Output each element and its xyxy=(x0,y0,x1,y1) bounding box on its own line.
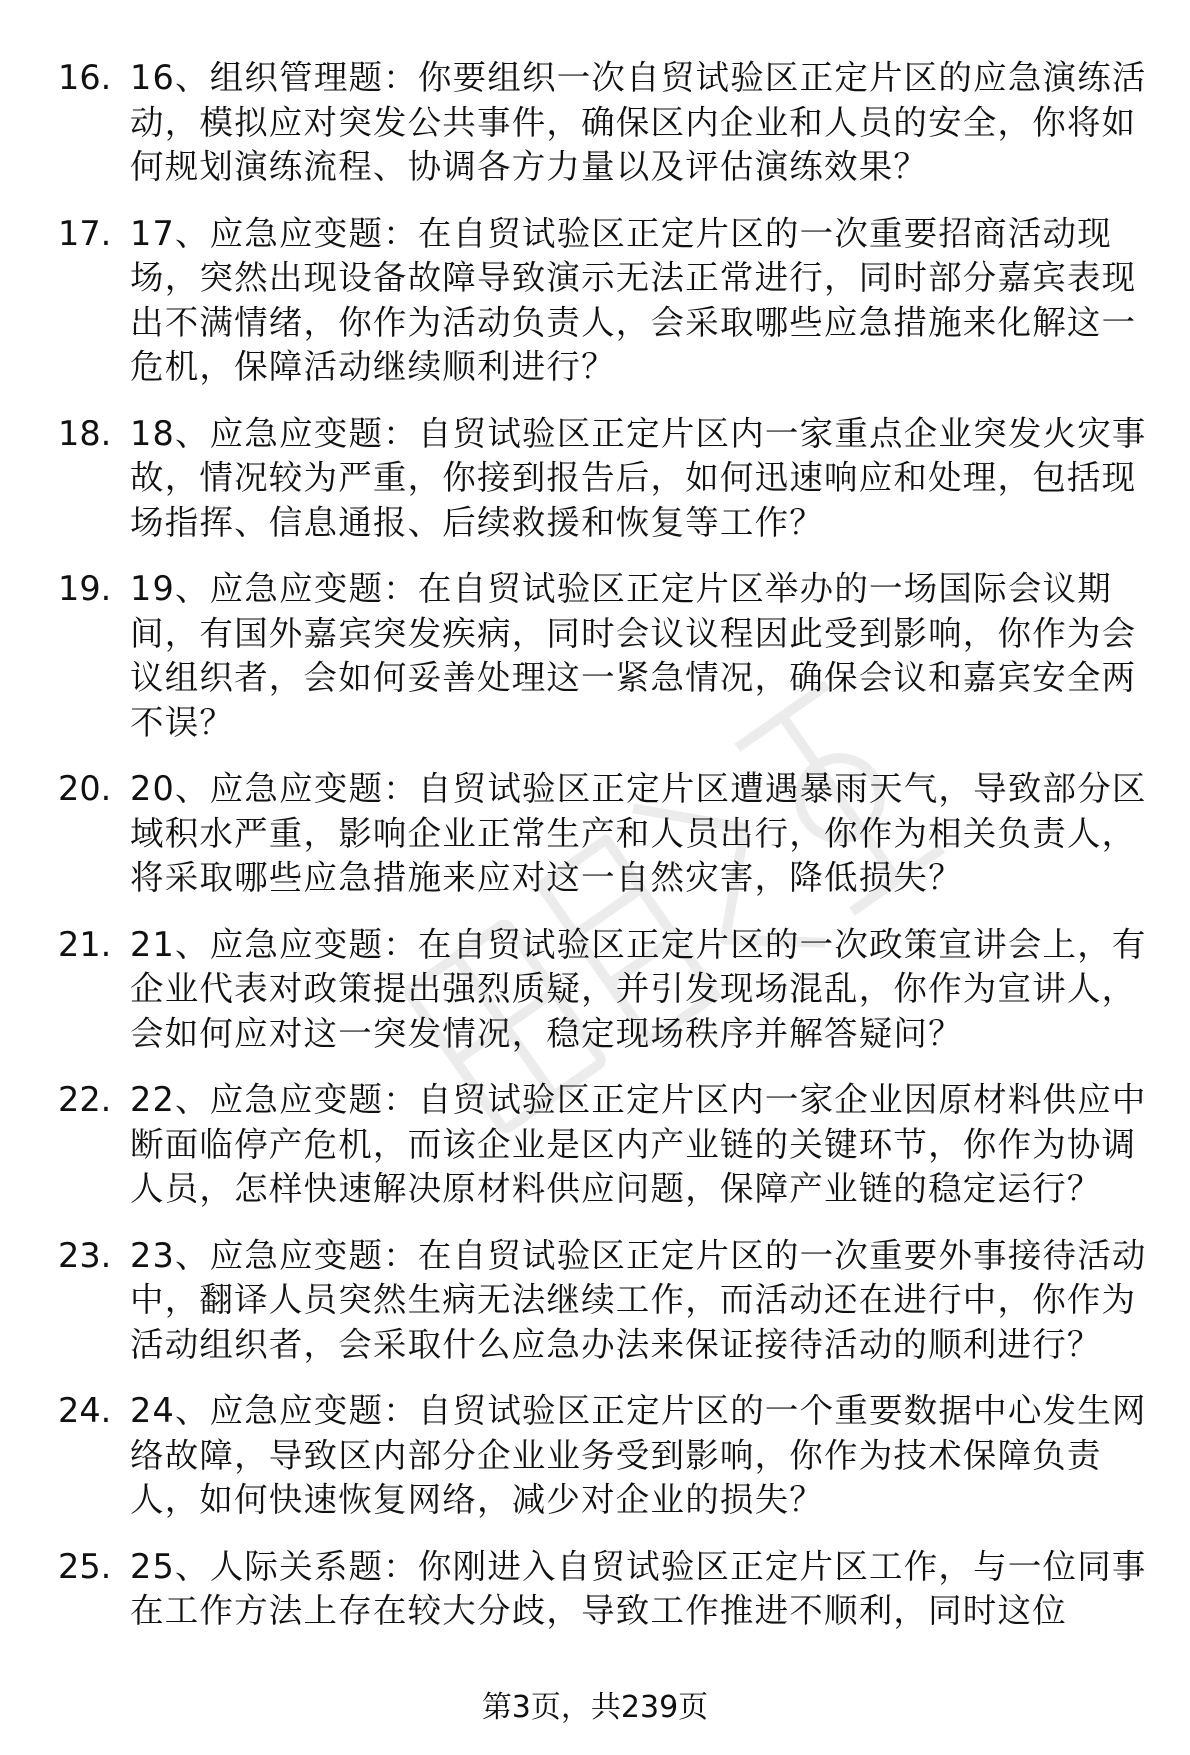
question-text: 25、人际关系题：你刚进入自贸试验区正定片区工作，与一位同事在工作方法上存在较大分歧，导致工作推进不顺利，同时这位 xyxy=(130,1546,1147,1630)
question-item-25 xyxy=(58,1545,1153,1634)
question-item-22 xyxy=(58,1078,1153,1212)
page-footer: 第3页，共239页 xyxy=(481,1690,709,1725)
question-number: 19. xyxy=(58,569,112,608)
question-number: 25. xyxy=(58,1546,112,1586)
question-list xyxy=(58,56,1153,1656)
question-item-23 xyxy=(58,1234,1153,1368)
question-text: 23、应急应变题：在自贸试验区正定片区的一次重要外事接待活动中，翻译人员突然生病无法继续工作，而活动还在进行中，你作为活动组织者，会采取什么应急办法来保证接待活动的顺利进行？ xyxy=(130,1235,1147,1364)
question-item-19 xyxy=(58,567,1153,745)
question-item-20 xyxy=(58,767,1153,901)
question-item-17 xyxy=(58,212,1153,390)
question-text: 19、应急应变题：在自贸试验区正定片区举办的一场国际会议期间，有国外嘉宾突发疾病，同时会议议程因此受到影响，你作为会议组织者，会如何妥善处理这一紧急情况，确保会议和嘉宾安全两不误？ xyxy=(130,569,1137,742)
question-text: 24、应急应变题：自贸试验区正定片区的一个重要数据中心发生网络故障，导致区内部分企业业务受到影响，你作为技术保障负责人，如何快速恢复网络，减少对企业的损失？ xyxy=(130,1391,1147,1519)
question-text: 16、组织管理题：你要组织一次自贸试验区正定片区的应急演练活动，模拟应对突发公共事件，确保区内企业和人员的安全，你将如何规划演练流程、协调各方力量以及评估演练效果？ xyxy=(130,58,1147,186)
question-text: 21、应急应变题：在自贸试验区正定片区的一次政策宣讲会上，有企业代表对政策提出强烈质疑，并引发现场混乱，你作为宣讲人，会如何应对这一突发情况，稳定现场秩序并解答疑问？ xyxy=(130,924,1147,1053)
question-text: 20、应急应变题：自贸试验区正定片区遭遇暴雨天气，导致部分区域积水严重，影响企业正常生产和人员出行，你作为相关负责人，将采取哪些应急措施来应对这一自然灾害，降低损失？ xyxy=(130,769,1147,897)
question-item-24 xyxy=(58,1389,1153,1523)
question-item-21 xyxy=(58,923,1153,1057)
question-number: 21. xyxy=(58,924,112,964)
question-number: 18. xyxy=(58,413,112,453)
question-text: 22、应急应变题：自贸试验区正定片区内一家企业因原材料供应中断面临停产危机，而该企业是区内产业链的关键环节，你作为协调人员，怎样快速解决原材料供应问题，保障产业链的稳定运行？ xyxy=(130,1080,1147,1208)
question-number: 24. xyxy=(58,1391,112,1430)
question-item-16 xyxy=(58,56,1153,190)
question-text: 17、应急应变题：在自贸试验区正定片区的一次重要招商活动现场，突然出现设备故障导致演示无法正常进行，同时部分嘉宾表现出不满情绪，你作为活动负责人，会采取哪些应急措施来化解这一危机，保障活动继续顺利进行？ xyxy=(130,213,1137,386)
question-number: 20. xyxy=(58,769,112,808)
question-number: 22. xyxy=(58,1080,112,1119)
question-number: 16. xyxy=(58,58,112,97)
question-number: 17. xyxy=(58,213,112,253)
question-text: 18、应急应变题：自贸试验区正定片区内一家重点企业突发火灾事故，情况较为严重，你接到报告后，如何迅速响应和处理，包括现场指挥、信息通报、后续救援和恢复等工作？ xyxy=(130,413,1147,542)
question-number: 23. xyxy=(58,1235,112,1275)
question-item-18 xyxy=(58,412,1153,546)
